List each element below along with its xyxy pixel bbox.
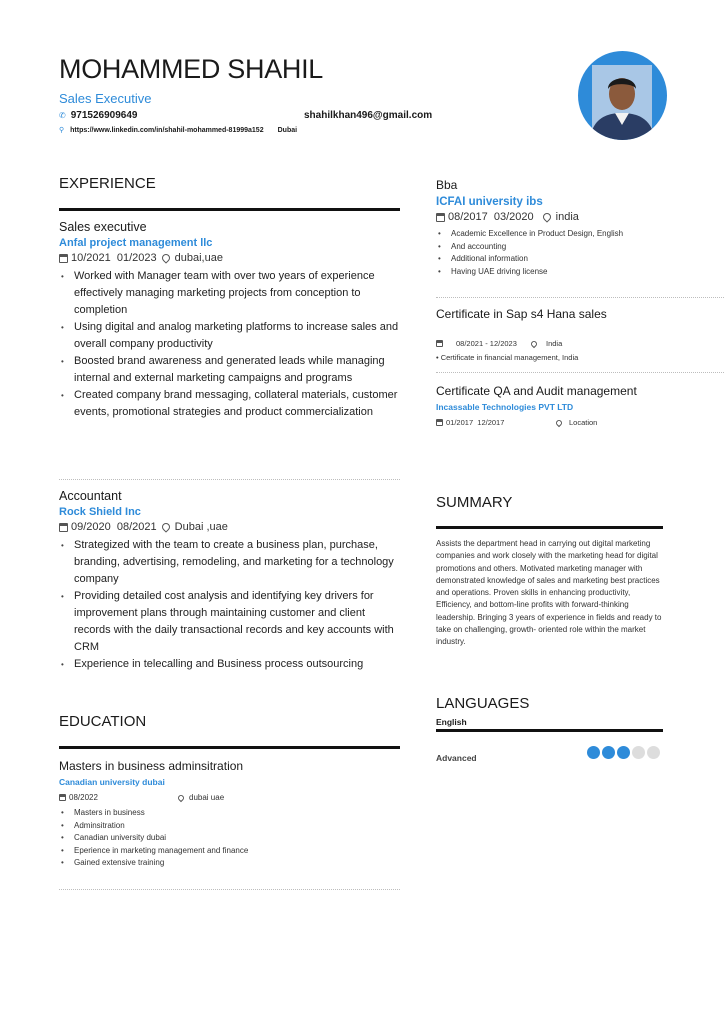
job-1-meta — [59, 252, 401, 264]
bba-school: ICFAI university ibs — [436, 196, 543, 208]
location-pin-icon — [555, 418, 563, 426]
list-item: • Providing detailed cost analysis and identifying key drivers for improvement plans through maintaining customer and client records with the daily transactional records and key accounts with CRM — [59, 588, 401, 656]
bba-entry — [436, 178, 724, 278]
list-item: • Additional information — [436, 253, 724, 266]
bba-bullets — [436, 228, 724, 278]
cert-1-dates: 08/2021 - 12/2023 — [456, 339, 517, 348]
calendar-icon — [59, 523, 68, 532]
job-2-role: Accountant — [59, 489, 122, 503]
phone-icon: ✆ — [59, 111, 66, 120]
job-title: Sales Executive — [59, 91, 152, 106]
bba-location: india — [555, 211, 579, 223]
job-2-location: Dubai ,uae — [174, 521, 228, 533]
calendar-icon — [59, 254, 68, 263]
cert-1-note-text: Certificate in financial management, India — [440, 353, 579, 362]
divider — [59, 889, 400, 890]
location-pin-icon — [160, 521, 171, 532]
list-item: • Boosted brand awareness and generated leads while managing internal and external marketing campaigns and programs — [59, 353, 401, 387]
job-2-dates: 09/2020 08/2021 — [71, 521, 157, 533]
list-item: • Worked with Manager team with over two years of experience effectively managing marketing projects from conception to completion — [59, 268, 401, 319]
summary-text: Assists the department head in carrying out digital marketing companies and work closely with the marketing head for digital promotions and others. Motivated marketing manager with demonstrated knowledge of sales and marketing best practices and operations. Proven skills in enhancing productivity, Efficiency, and bottom-line profits with forward-thinking leadership. Bringing 3 years of experience in fields and ready to take on challenging, growth- oriented role within the market industry. — [436, 539, 662, 647]
list-item: • Having UAE driving license — [436, 266, 724, 279]
list-item: • Eperience in marketing management and finance — [59, 845, 401, 858]
education-rule — [59, 746, 400, 749]
job-2 — [59, 489, 401, 673]
list-item: • Adminsitration — [59, 820, 401, 833]
profile-photo — [578, 51, 667, 140]
list-item: • Masters in business — [59, 807, 401, 820]
experience-heading: EXPERIENCE — [59, 175, 156, 192]
job-2-company: Rock Shield Inc — [59, 506, 141, 518]
bba-degree: Bba — [436, 178, 458, 192]
rating-dot — [587, 746, 600, 759]
bba-meta — [436, 211, 724, 223]
education-bullets — [59, 807, 401, 870]
education-location: dubai uae — [189, 793, 225, 802]
divider — [436, 297, 724, 298]
calendar-icon — [59, 794, 66, 801]
cert-2-company: Incassable Technologies PVT LTD — [436, 402, 574, 412]
list-item: • Gained extensive training — [59, 857, 401, 870]
candidate-name: MOHAMMED SHAHIL — [59, 54, 324, 84]
education-date: 08/2022 — [69, 793, 98, 802]
linkedin-url[interactable]: https://www.linkedin.com/in/shahil-mohammed-81999a152 — [70, 126, 264, 134]
education-meta — [59, 793, 401, 802]
list-item: • Created company brand messaging, collateral materials, customer events, promotional strategies and product commercialization — [59, 387, 401, 421]
cert-2 — [436, 384, 724, 427]
location-pin-icon — [530, 339, 538, 347]
summary-rule — [436, 526, 663, 529]
education-entry — [59, 759, 401, 870]
calendar-icon — [436, 213, 445, 222]
cert-2-dates: 01/2017 12/2017 — [446, 418, 505, 427]
calendar-icon — [436, 419, 443, 426]
rating-dot — [602, 746, 615, 759]
language-name: English — [436, 717, 467, 727]
job-1 — [59, 220, 401, 421]
phone-number: 971526909649 — [70, 110, 138, 121]
cert-1-meta — [436, 339, 724, 348]
bba-dates: 08/2017 03/2020 — [448, 211, 534, 223]
email-address[interactable]: shahilkhan496@gmail.com — [304, 110, 433, 121]
education-school: Canadian university dubai — [59, 777, 165, 787]
list-item: • Strategized with the team to create a business plan, purchase, branding, advertising, remodeling, and marketing for a technology company — [59, 537, 401, 588]
divider — [59, 479, 400, 480]
job-1-company: Anfal project management llc — [59, 237, 213, 249]
list-item: • Academic Excellence in Product Design, English — [436, 228, 724, 241]
location-icon: ⚲ — [59, 127, 65, 134]
language-rating — [587, 746, 662, 764]
education-degree: Masters in business adminsitration — [59, 759, 244, 773]
languages-rule — [436, 729, 663, 732]
cert-1-title: Certificate in Sap s4 Hana sales — [436, 307, 607, 321]
rating-dot — [632, 746, 645, 759]
link-row — [59, 126, 297, 134]
list-item: • Using digital and analog marketing platforms to increase sales and overall company productivity — [59, 319, 401, 353]
job-2-meta — [59, 521, 401, 533]
language-level: Advanced — [436, 753, 477, 763]
cert-1-location: India — [546, 339, 563, 348]
languages-heading: LANGUAGES — [436, 695, 530, 712]
avatar-icon — [578, 51, 667, 140]
list-item: • Canadian university dubai — [59, 832, 401, 845]
job-1-location: dubai,uae — [174, 252, 223, 264]
rating-dot — [617, 746, 630, 759]
cert-1 — [436, 307, 724, 362]
phone-row — [59, 110, 137, 121]
divider — [436, 372, 724, 373]
cert-2-title: Certificate QA and Audit management — [436, 384, 637, 398]
calendar-icon — [436, 340, 443, 347]
location-pin-icon — [177, 793, 185, 801]
education-heading: EDUCATION — [59, 713, 147, 730]
cert-2-location: Location — [569, 418, 598, 427]
cert-2-meta — [436, 418, 724, 427]
experience-rule — [59, 208, 400, 211]
job-1-role: Sales executive — [59, 220, 147, 234]
summary-heading: SUMMARY — [436, 494, 513, 511]
location-pin-icon — [541, 211, 552, 222]
rating-dot — [647, 746, 660, 759]
job-2-bullets — [59, 537, 401, 673]
list-item: • Experience in telecalling and Business process outsourcing — [59, 656, 401, 673]
list-item: • And accounting — [436, 241, 724, 254]
job-1-bullets — [59, 268, 401, 421]
cert-1-note: • Certificate in financial management, India — [436, 353, 579, 362]
job-1-dates: 10/2021 01/2023 — [71, 252, 157, 264]
location-pin-icon — [160, 252, 171, 263]
header-location: Dubai — [277, 126, 298, 134]
